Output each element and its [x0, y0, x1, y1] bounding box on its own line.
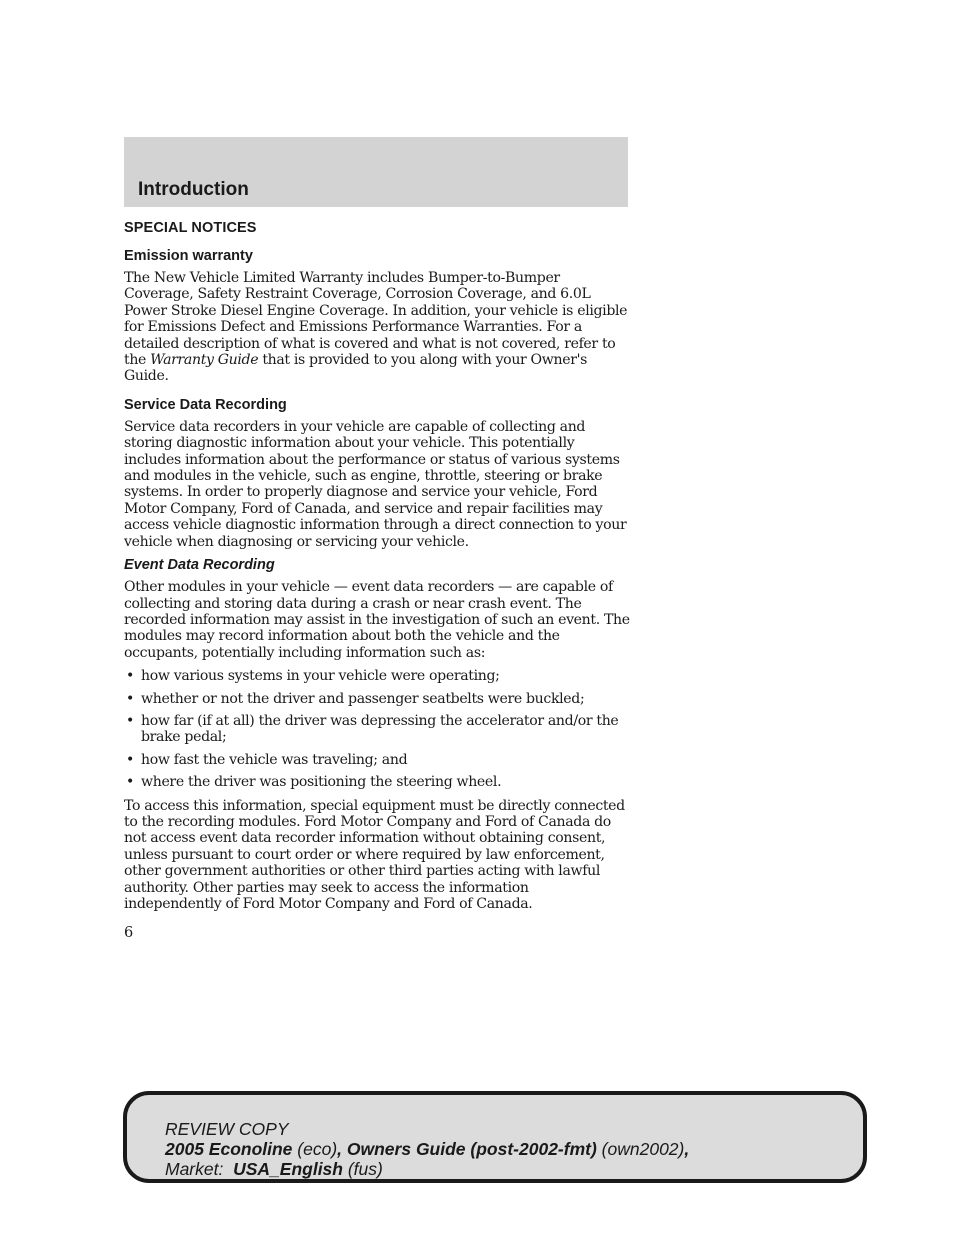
service-data-paragraph: Service data recorders in your vehicle are capable of collecting and storing diagnostic information about your vehicle. This potentially includes information about the performance or status of various systems and modules in the vehicle, such as engine, throttle, steering or brake systems. In order to properly diagnose and service your vehicle, Ford Motor Company, Ford of Canada, and service and repair facilities may access vehicle diagnostic information through a direct connection to your vehicle when diagnosing or servicing your vehicle.	[124, 418, 627, 550]
event-data-intro: Other modules in your vehicle — event data recorders — are capable of collecting and storing data during a crash or near crash event. The recorded information may assist in the investigation of such an event. The modules may record information about both the vehicle and the occupants, potentially including information such as:	[124, 579, 630, 661]
list-item-text: how fast the vehicle was traveling; and	[141, 751, 408, 768]
list-item	[124, 713, 630, 746]
review-market-line	[165, 1159, 689, 1179]
guide-comma: ,	[684, 1139, 690, 1159]
market-code: (fus)	[347, 1159, 383, 1179]
guide-name: , Owners Guide (post-2002-fmt)	[337, 1139, 597, 1159]
market-name: USA_English	[233, 1159, 343, 1179]
emission-warranty-paragraph	[124, 270, 630, 385]
service-data-heading: Service Data Recording	[124, 396, 287, 413]
bullet-icon: •	[126, 712, 134, 729]
bullet-icon: •	[126, 774, 134, 791]
list-item	[124, 691, 630, 707]
warranty-guide-reference: Warranty Guide	[150, 352, 259, 369]
event-data-list	[124, 668, 630, 790]
page-number: 6	[124, 925, 134, 941]
event-data-closing: To access this information, special equipment must be directly connected to the recording modules. Ford Motor Company and Ford of Canada do not access event data recorder information without obtaining consent, unless pursuant to court order or where required by law enforcement, other government authorities or other third parties acting with lawful authority. Other parties may seek to access the information independently of Ford Motor Company and Ford of Canada.	[124, 797, 625, 912]
list-item	[124, 774, 630, 790]
model-name: 2005 Econoline	[165, 1139, 293, 1159]
section-header-band	[124, 137, 628, 207]
guide-code: (own2002)	[601, 1139, 685, 1159]
review-copy-label: REVIEW COPY	[165, 1119, 289, 1139]
review-guide-line	[165, 1139, 689, 1159]
page-content	[124, 220, 630, 924]
list-item-text: how various systems in your vehicle were operating;	[141, 668, 500, 685]
special-notices-heading: SPECIAL NOTICES	[124, 220, 257, 236]
review-copy-box	[123, 1091, 867, 1183]
list-item-text: how far (if at all) the driver was depressing the accelerator and/or the brake pedal;	[141, 712, 619, 746]
page-title: Introduction	[138, 179, 249, 200]
bullet-icon: •	[126, 690, 134, 707]
model-code: (eco)	[297, 1139, 338, 1159]
list-item-text: where the driver was positioning the steering wheel.	[141, 774, 502, 791]
list-item	[124, 752, 630, 768]
emission-text-start: The New Vehicle Limited Warranty includes Bumper-to-Bumper Coverage, Safety Restraint Coverage, Corrosion Coverage, and 6.0L Power Stroke Diesel Engine Coverage. In addition, your vehicle is eligible for Emissions Defect and Emissions Performance Warranties. For a detailed description of what is covered and what is not covered, refer to the	[124, 270, 628, 369]
emission-warranty-heading: Emission warranty	[124, 248, 253, 264]
bullet-icon: •	[126, 751, 134, 768]
bullet-icon: •	[126, 668, 134, 685]
emission-text-end: that is provided to you along with your Owner's Guide.	[124, 352, 587, 385]
market-label: Market:	[165, 1159, 224, 1179]
list-item	[124, 668, 630, 684]
event-data-heading: Event Data Recording	[124, 557, 275, 574]
review-copy-text	[165, 1119, 689, 1179]
list-item-text: whether or not the driver and passenger seatbelts were buckled;	[141, 690, 585, 707]
